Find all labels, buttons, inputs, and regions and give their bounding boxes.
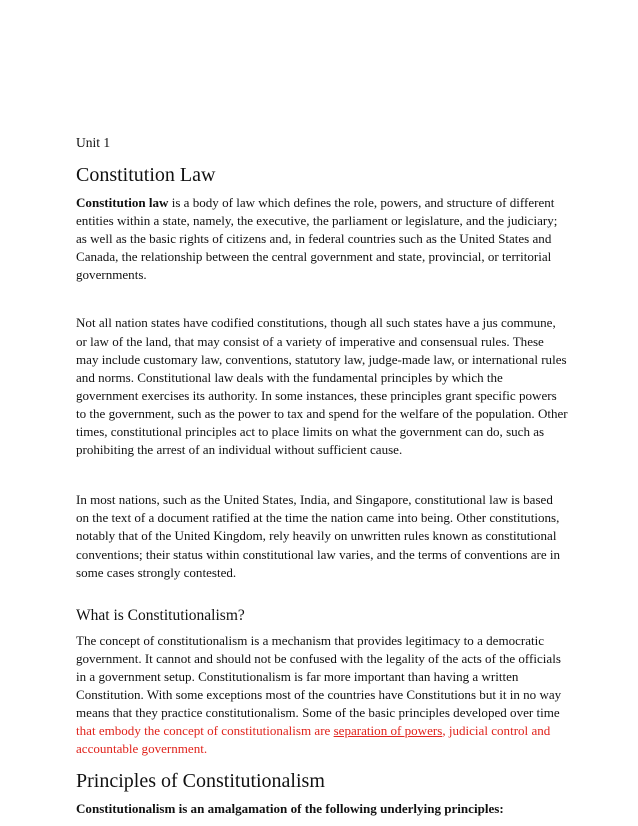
red-text-judicial-control: , judicial control and accountable government. (76, 723, 551, 757)
document-page (76, 134, 568, 818)
definition-text: is a body of law which defines the role, powers, and structure of different entities within a state, namely, the executive, the parliament or legislature, and the judiciary; as well as the basic rights of citizens and, in federal countries such as the United States and Canada, the relationship between the central government and state, provincial, or territorial governments. (76, 195, 558, 283)
paragraph-national-constitutions: In most nations, such as the United States, India, and Singapore, constitutional law is based on the text of a document ratified at the time the nation came into being. Other constitutions, notably that of the United Kingdom, rely heavily on unwritten rules known as constitutional conventions; their status within constitutional law varies, and the terms of conventions are in some cases strongly contested. (76, 492, 561, 580)
heading-principles-of-constitutionalism: Principles of Constitutionalism (76, 770, 325, 793)
paragraph-constitutionalism-concept (76, 632, 568, 759)
separation-of-powers-link[interactable]: separation of powers (333, 723, 443, 739)
paragraph-codified-constitutions: Not all nation states have codified constitutions, though all such states have a jus commune, or law of the land, that may consist of a variety of imperative and consensual rules. These may include customary law, conventions, statutory law, judge-made law, or international rules and norms. Constitutional law deals with the fundamental principles by which the government exercises its authority. In some instances, these principles grant specific powers to the government, such as the power to tax and spend for the welfare of the population. Other times, constitutional principles act to place limits on what the government can do, such as prohibiting the arrest of an individual without sufficient cause. (76, 315, 568, 458)
red-text-embody: that embody the concept of constitutionalism are (76, 723, 334, 739)
bold-term-constitution-law: Constitution law (76, 195, 169, 210)
spacer (76, 284, 568, 314)
spacer (76, 582, 568, 606)
spacer (76, 459, 568, 491)
principles-intro-bold: Constitutionalism is an amalgamation of the following underlying principles: (76, 801, 504, 817)
unit-label: Unit 1 (76, 135, 111, 150)
heading-constitution-law: Constitution Law (76, 164, 216, 186)
paragraph-principles-intro (76, 800, 568, 818)
concept-text: The concept of constitutionalism is a mechanism that provides legitimacy to a democratic government. It cannot and should not be confused with the legality of the acts of the officials in a government setup. Constitutionalism is far more important than having a written Constitution. With some exceptions most of the countries have Constitutions but it in no way means that they practice constitutionalism. Some of the basic principles developed over time (76, 632, 562, 721)
heading-what-is-constitutionalism: What is Constitutionalism? (76, 606, 245, 624)
paragraph-definition (76, 194, 568, 284)
